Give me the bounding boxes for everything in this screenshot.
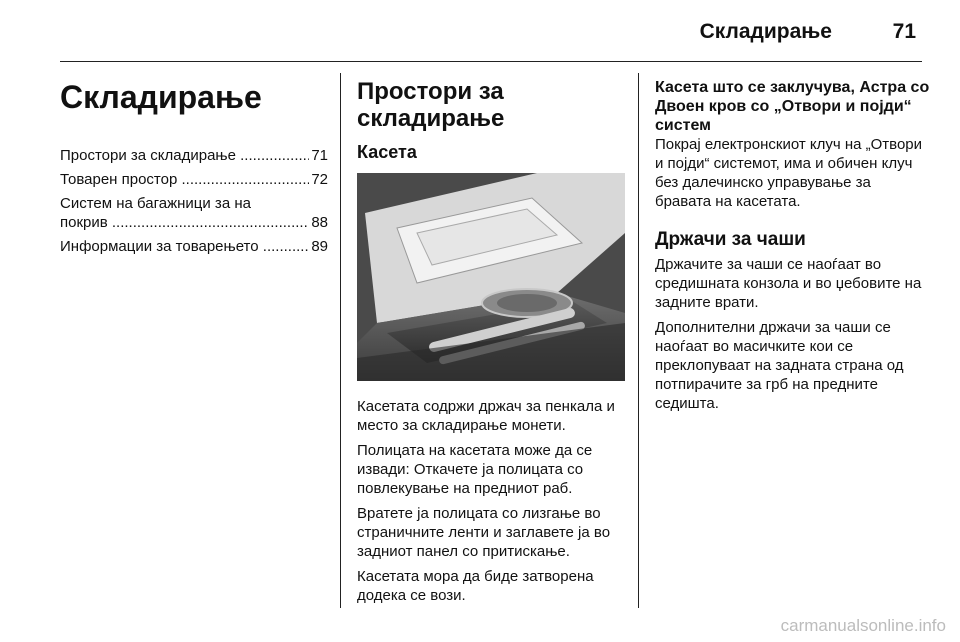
right-column [655,78,930,419]
toc-item-page: 89 [311,238,328,255]
running-header-title: Складирање [699,20,832,43]
section-title: Простори за складирање [357,78,505,132]
toc-column [60,78,328,261]
paragraph: Дополнителни држачи за чаши се наоѓаат во масичките кои се преклопуваат на задната страна од потпирачите за грб на предните седишта. [655,319,904,412]
section-title: Касета што се заклучува, Астра со Двоен кров со „Отвори и појди“ систем [655,79,930,134]
toc-item-text: Товарен простор ..... [60,170,309,189]
toc-item-text-line1: Систем на багажници за на [60,195,251,212]
paragraph: Касетата содржи држач за пенкала и место за складирање монети. [357,398,615,434]
toc-item-page: 88 [311,214,328,231]
subsection-title: Касета [357,142,417,162]
paragraph: Држачите за чаши се наоѓаат во средишната конзола и во џебовите на задните врати. [655,256,922,311]
toc-item-text: Информации за товарењето ..... [60,237,309,256]
middle-column [357,78,625,611]
column-divider [340,73,341,608]
paragraph: Полицата на касетата може да се извади: Откачете ја полицата со повлекување на предниот раб. [357,442,593,497]
page-number: 71 [892,20,916,43]
watermark: carmanualsonline.info [780,616,946,635]
toc-item[interactable] [60,170,328,189]
toc-item-page: 71 [311,147,328,164]
section-title: Држачи за чаши [655,229,806,250]
toc-item[interactable] [60,194,328,232]
toc-item-page: 72 [311,171,328,188]
chapter-title: Складирање [60,79,262,115]
glovebox-illustration [357,173,625,381]
toc-item[interactable] [60,146,328,165]
paragraph: Вратете ја полицата со лизгање во страничните ленти и заглавете ја во задниот панел со притискање. [357,505,611,560]
toc-item-text: Простори за складирање ..... [60,146,309,165]
toc-item-text: покрив ..... [60,213,309,232]
toc-item[interactable] [60,237,328,256]
paragraph: Касетата мора да биде затворена додека се вози. [357,568,594,604]
column-divider [638,73,639,608]
paragraph: Покрај електронскиот клуч на „Отвори и појди“ системот, има и обичен клуч без далечинско управување за бравата на касетата. [655,136,923,210]
header-rule [60,61,922,62]
